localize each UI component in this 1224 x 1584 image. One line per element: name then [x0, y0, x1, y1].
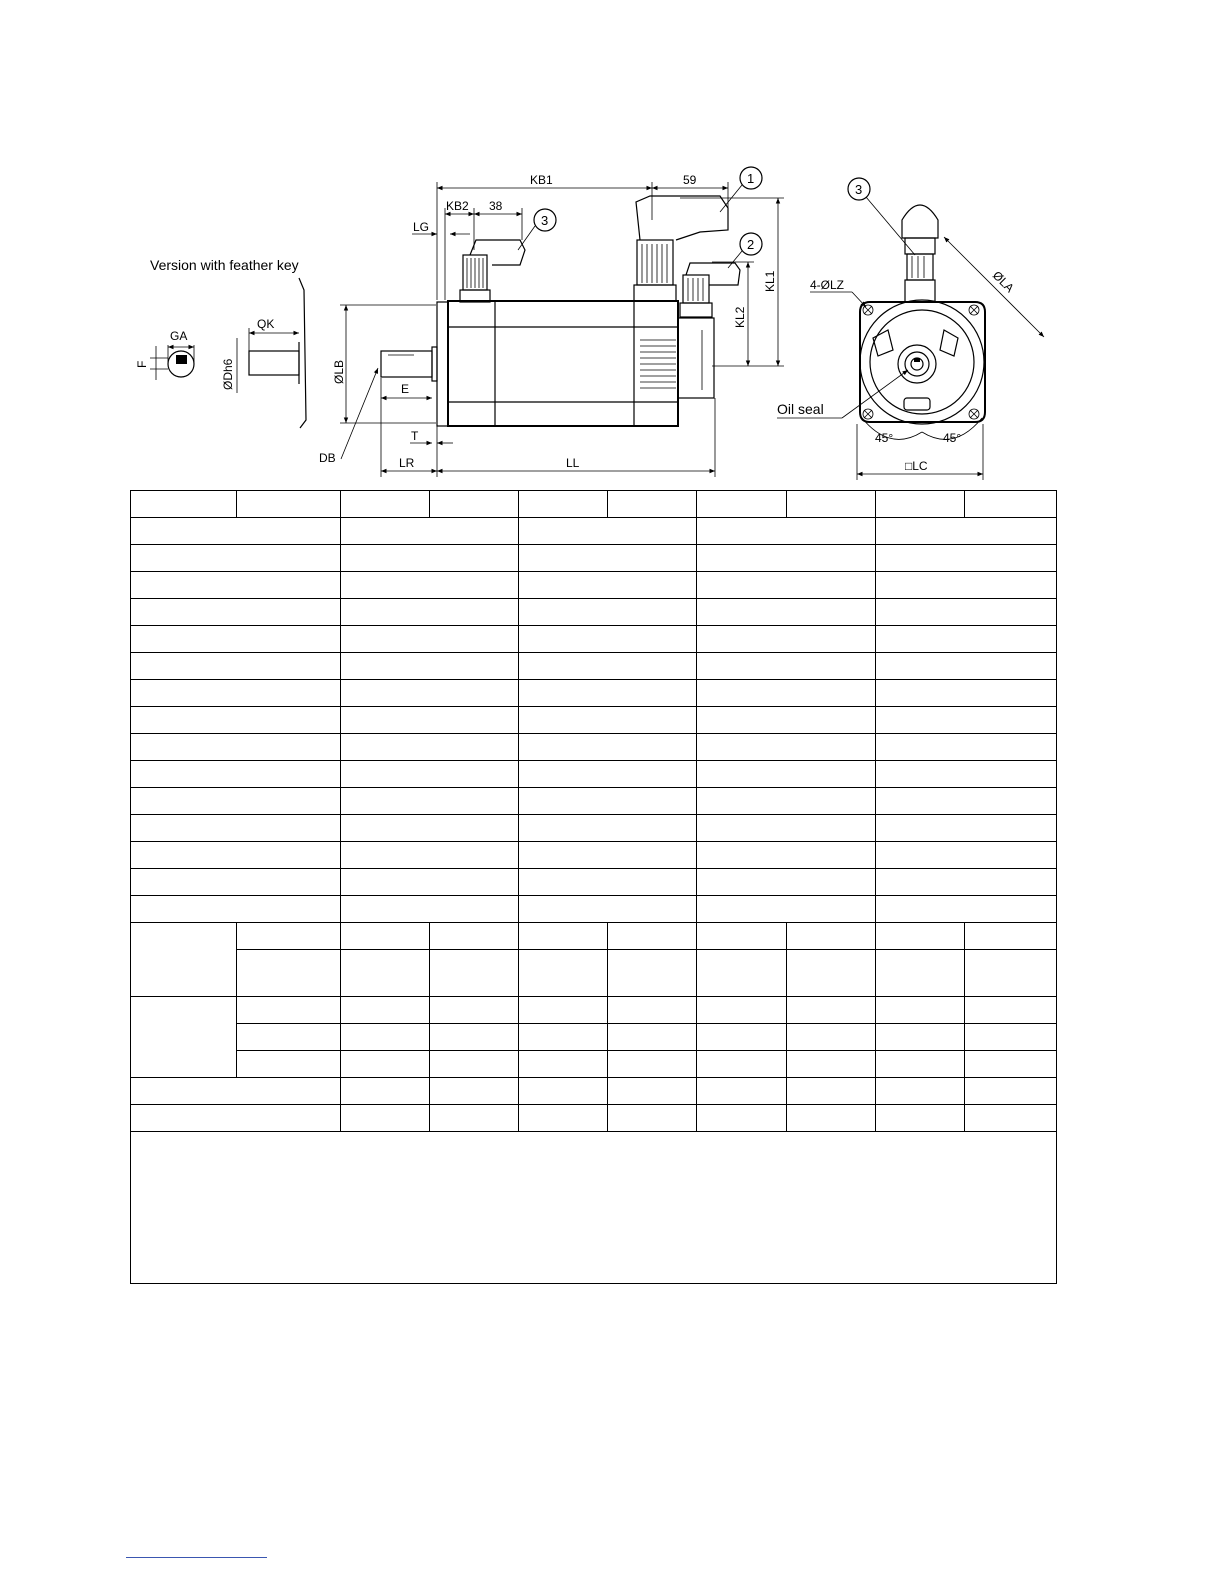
footnote-separator: [126, 1557, 267, 1558]
table-row: [131, 653, 1057, 680]
label-t: T: [411, 429, 419, 443]
dimension-table: [130, 490, 1057, 1284]
motor-side-view: [319, 167, 784, 477]
label-lg: LG: [413, 220, 430, 234]
label-lr: LR: [399, 456, 415, 470]
label-ll: LL: [566, 456, 580, 470]
table-row: [131, 491, 1057, 518]
motor-dimension-drawing: [0, 0, 1224, 490]
motor-front-view: [777, 178, 1044, 480]
table-row: [131, 545, 1057, 572]
label-lc: □LC: [905, 459, 928, 473]
label-angle-2: 45°: [943, 431, 962, 445]
table-row: [131, 1105, 1057, 1132]
table-row: [131, 997, 1057, 1024]
table-row: [131, 815, 1057, 842]
table-row: [131, 1078, 1057, 1105]
table-row: [131, 707, 1057, 734]
table-row: [131, 788, 1057, 815]
table-row: [131, 626, 1057, 653]
callout-3-side: 3: [541, 213, 549, 228]
label-kl2: KL2: [733, 306, 747, 328]
label-lb: ØLB: [332, 359, 346, 384]
callout-2: 2: [747, 237, 755, 252]
label-oil-seal: Oil seal: [777, 401, 824, 417]
label-la: ØLA: [989, 268, 1017, 296]
callout-3-front: 3: [855, 182, 863, 197]
table-row: [131, 599, 1057, 626]
label-qk: QK: [257, 317, 275, 331]
table-row: [131, 842, 1057, 869]
label-ga: GA: [170, 329, 188, 343]
label-e: E: [401, 382, 410, 396]
table-row: [131, 1024, 1057, 1051]
table-row: [131, 734, 1057, 761]
caption-feather-key: Version with feather key: [150, 257, 299, 273]
table-row: [131, 572, 1057, 599]
label-angle-1: 45°: [875, 431, 894, 445]
callout-1: 1: [747, 171, 755, 186]
table-row: [131, 923, 1057, 950]
table-row: [131, 950, 1057, 997]
table-row: [131, 761, 1057, 788]
table-row: [131, 518, 1057, 545]
label-kb1: KB1: [530, 173, 553, 187]
label-38: 38: [489, 199, 503, 213]
table-row: [131, 1051, 1057, 1078]
table-row: [131, 869, 1057, 896]
table-row: [131, 680, 1057, 707]
label-db: DB: [319, 451, 336, 465]
table-row: [131, 896, 1057, 923]
label-kl1: KL1: [763, 270, 777, 292]
label-lz: 4-ØLZ: [810, 278, 845, 292]
label-f: F: [135, 360, 149, 368]
label-kb2: KB2: [446, 199, 469, 213]
label-dh6: ØDh6: [221, 358, 235, 390]
label-59: 59: [683, 173, 697, 187]
table-notes-row: [131, 1132, 1057, 1284]
feather-key-detail: [135, 257, 306, 428]
